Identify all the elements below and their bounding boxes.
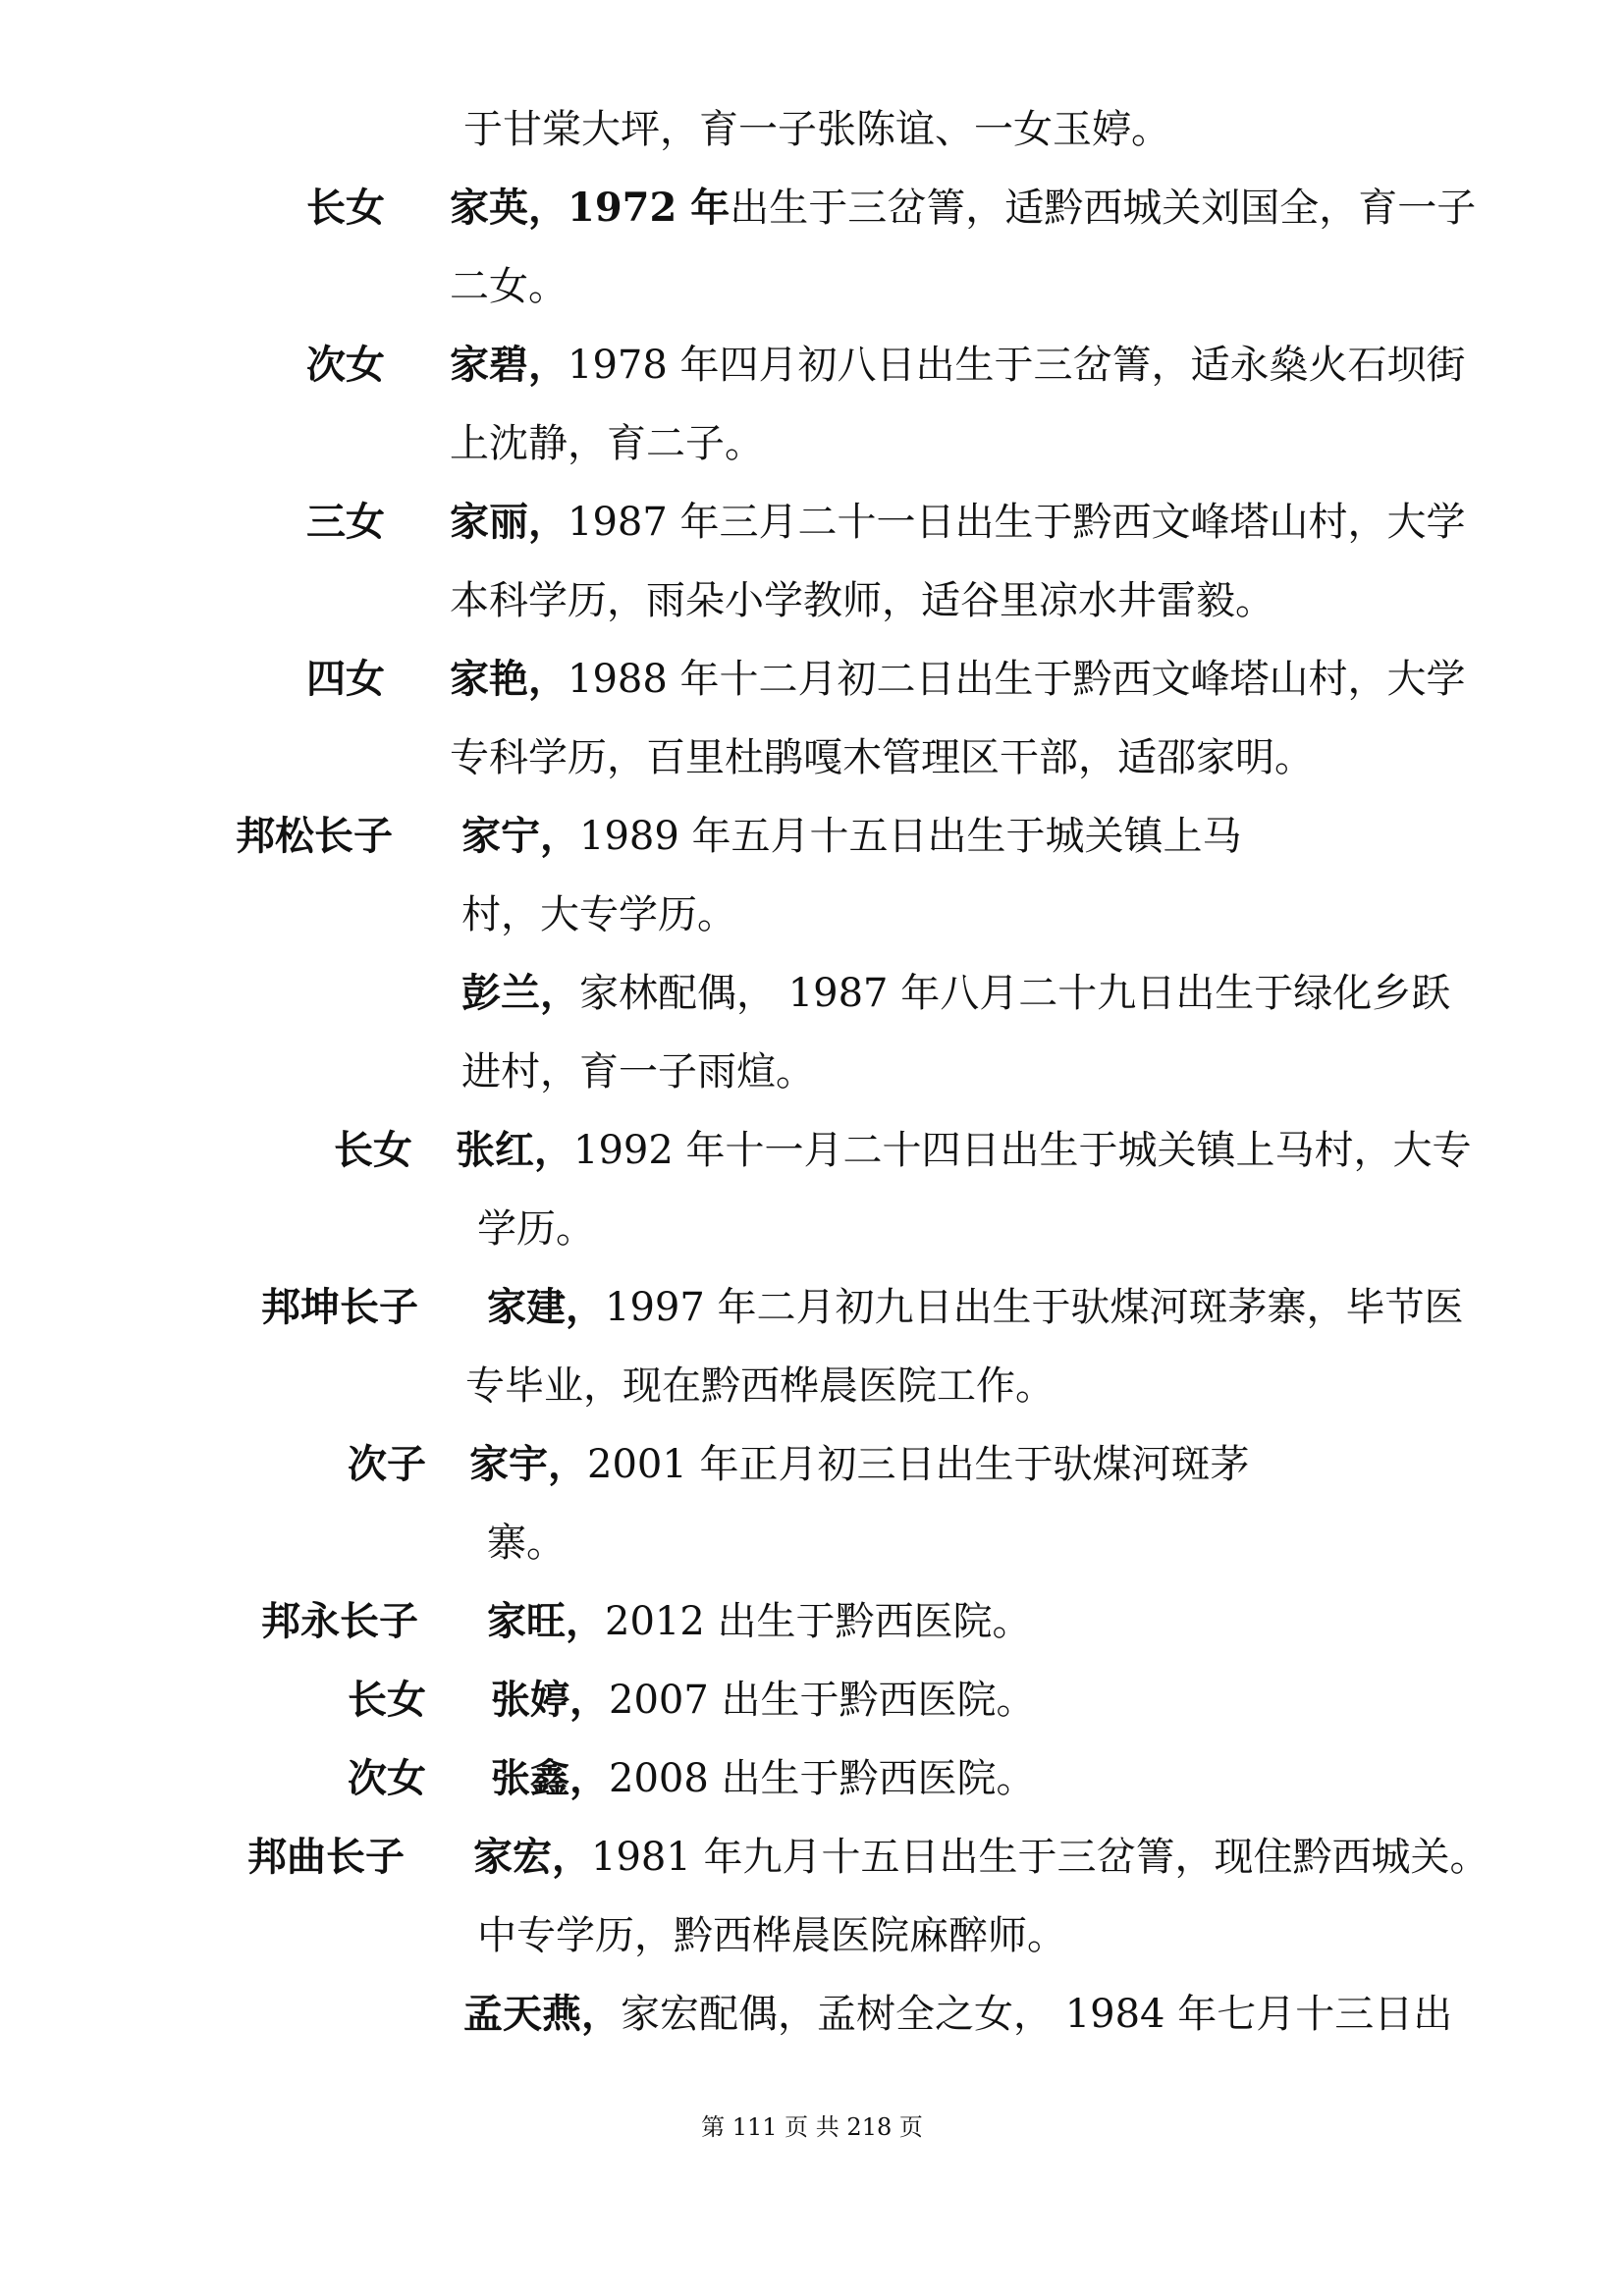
text-line: 上沈静，育二子。 [450, 421, 764, 466]
text-line: 彭兰，家林配偶， 1987 年八月二十九日出生于绿化乡跃 [461, 970, 1451, 1016]
relation-label: 次子 [348, 1441, 426, 1487]
text-line: 二女。 [450, 264, 568, 309]
relation-label: 次女 [348, 1755, 426, 1801]
text-line: 学历。 [477, 1206, 595, 1252]
relation-label: 长女 [334, 1127, 412, 1173]
text-line: 家英，1972 年出生于三岔箐，适黔西城关刘国全，育一子 [450, 185, 1477, 231]
text-line: 家艳，1988 年十二月初二日出生于黔西文峰塔山村，大学 [450, 656, 1466, 702]
text-line: 孟天燕，家宏配偶，孟树全之女， 1984 年七月十三日出 [463, 1991, 1453, 2037]
text-line: 村，大专学历。 [461, 892, 736, 937]
text-line: 专毕业，现在黔西桦晨医院工作。 [465, 1363, 1055, 1409]
person-name: 张婷， [491, 1677, 609, 1723]
relation-label: 邦松长子 [236, 813, 393, 859]
person-name: 家丽， [450, 499, 568, 545]
text-line: 家宇，2001 年正月初三日出生于驮煤河斑茅 [469, 1441, 1250, 1487]
text-line: 家建，1997 年二月初九日出生于驮煤河斑茅寨，毕节医 [487, 1284, 1464, 1330]
text-line: 家碧，1978 年四月初八日出生于三岔箐，适永燊火石坝街 [450, 342, 1466, 388]
person-name: 家宁， [461, 813, 579, 859]
person-name: 家艳， [450, 656, 568, 702]
relation-label: 长女 [348, 1677, 426, 1723]
relation-label: 邦曲长子 [247, 1834, 405, 1880]
page-footer: 第 111 页 共 218 页 [701, 2113, 923, 2141]
text-line: 家丽，1987 年三月二十一日出生于黔西文峰塔山村，大学 [450, 499, 1466, 545]
person-name: 彭兰， [461, 970, 579, 1016]
person-name: 家宏， [473, 1834, 591, 1880]
person-name: 家旺， [487, 1598, 605, 1644]
person-name: 孟天燕， [463, 1991, 621, 2037]
text-line: 张鑫，2008 出生于黔西医院。 [491, 1755, 1036, 1801]
text-line: 于甘棠大坪，育一子张陈谊、一女玉婷。 [463, 107, 1170, 152]
relation-label: 邦坤长子 [261, 1284, 418, 1330]
text-line: 寨。 [487, 1521, 566, 1566]
person-name: 张鑫， [491, 1755, 609, 1801]
text-line: 进村，育一子雨煊。 [461, 1049, 815, 1095]
text-line: 家旺，2012 出生于黔西医院。 [487, 1598, 1032, 1644]
person-name: 家英， [450, 185, 568, 231]
text-line: 家宏，1981 年九月十五日出生于三岔箐，现住黔西城关。 [473, 1834, 1489, 1880]
text-line: 专科学历，百里杜鹃嘎木管理区干部，适邵家明。 [450, 735, 1314, 780]
birth-year: 1972 年 [568, 185, 731, 231]
text-line: 家宁，1989 年五月十五日出生于城关镇上马 [461, 813, 1242, 859]
text-line: 张红，1992 年十一月二十四日出生于城关镇上马村，大专 [456, 1127, 1472, 1173]
person-name: 家碧， [450, 342, 568, 388]
person-name: 家建， [487, 1284, 605, 1330]
relation-label: 四女 [306, 656, 385, 702]
relation-label: 次女 [306, 342, 385, 388]
text-line: 张婷，2007 出生于黔西医院。 [491, 1677, 1036, 1723]
relation-label: 邦永长子 [261, 1598, 418, 1644]
text-line: 本科学历，雨朵小学教师，适谷里凉水井雷毅。 [450, 578, 1274, 623]
person-name: 张红， [456, 1127, 573, 1173]
person-name: 家宇， [469, 1441, 587, 1487]
relation-label: 三女 [306, 499, 385, 545]
text-line: 中专学历，黔西桦晨医院麻醉师。 [477, 1913, 1066, 1958]
relation-label: 长女 [306, 185, 385, 231]
